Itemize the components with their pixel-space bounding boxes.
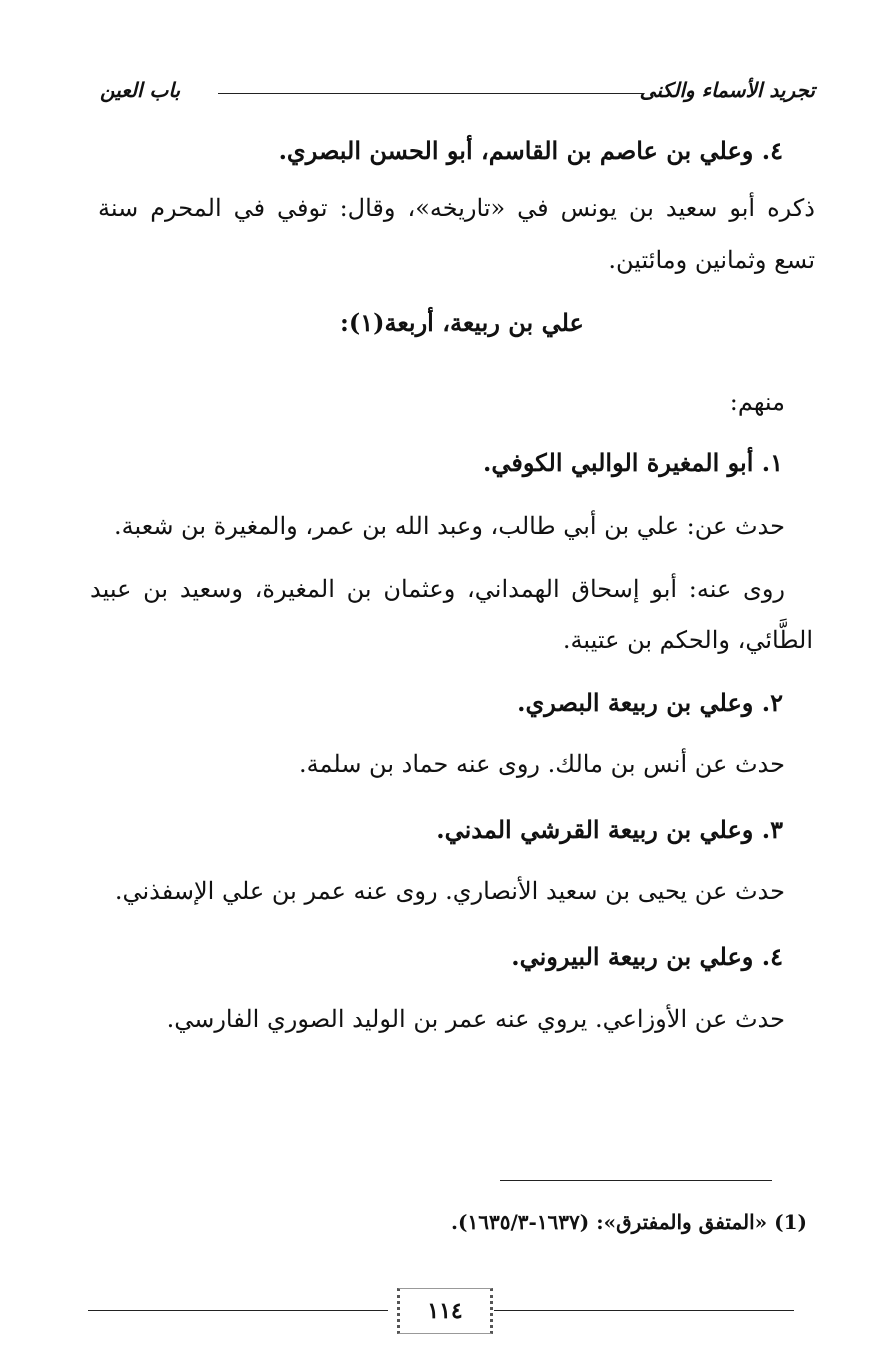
header-rule: [218, 93, 644, 94]
paragraph-line: ذكره أبو سعيد بن يونس في «تاريخه»، وقال: توفي في المحرم سنة: [98, 194, 815, 222]
paragraph-line: منهم:: [729, 388, 785, 416]
footnote-separator: [500, 1180, 772, 1181]
paragraph-line: حدث عن يحيى بن سعيد الأنصاري. روى عنه عمر بن علي الإسفذني.: [114, 877, 785, 905]
footnote: (1) «المتفق والمفترق»: (١٦٣٧-١٦٣٥/٣).: [451, 1210, 807, 1234]
paragraph-line: حدث عن الأوزاعي. يروي عنه عمر بن الوليد الصوري الفارسي.: [166, 1005, 785, 1033]
paragraph-line: تسع وثمانين ومائتين.: [608, 246, 815, 274]
entry-heading: ٤. وعلي بن عاصم بن القاسم، أبو الحسن البصري.: [278, 136, 783, 165]
section-heading: علي بن ربيعة، أربعة(١):: [340, 308, 584, 337]
paragraph-line: حدث عن أنس بن مالك. روى عنه حماد بن سلمة.: [299, 750, 785, 778]
entry-heading: ٣. وعلي بن ربيعة القرشي المدني.: [436, 815, 783, 844]
running-header-title: تجريد الأسماء والكنى: [639, 78, 815, 102]
paragraph-line: الطَّائي، والحكم بن عتيبة.: [562, 626, 813, 654]
paragraph-line: روى عنه: أبو إسحاق الهمداني، وعثمان بن المغيرة، وسعيد بن عبيد: [90, 575, 785, 603]
paragraph-line: حدث عن: علي بن أبي طالب، وعبد الله بن عمر، والمغيرة بن شعبة.: [114, 512, 785, 540]
footer-rule-left: [88, 1310, 388, 1311]
entry-heading: ٢. وعلي بن ربيعة البصري.: [517, 688, 783, 717]
page-number: ١١٤: [397, 1288, 493, 1334]
entry-heading: ٤. وعلي بن ربيعة البيروني.: [511, 942, 783, 971]
footer-rule-right: [494, 1310, 794, 1311]
running-header-section: باب العين: [100, 78, 181, 102]
entry-heading: ١. أبو المغيرة الوالبي الكوفي.: [483, 448, 783, 477]
